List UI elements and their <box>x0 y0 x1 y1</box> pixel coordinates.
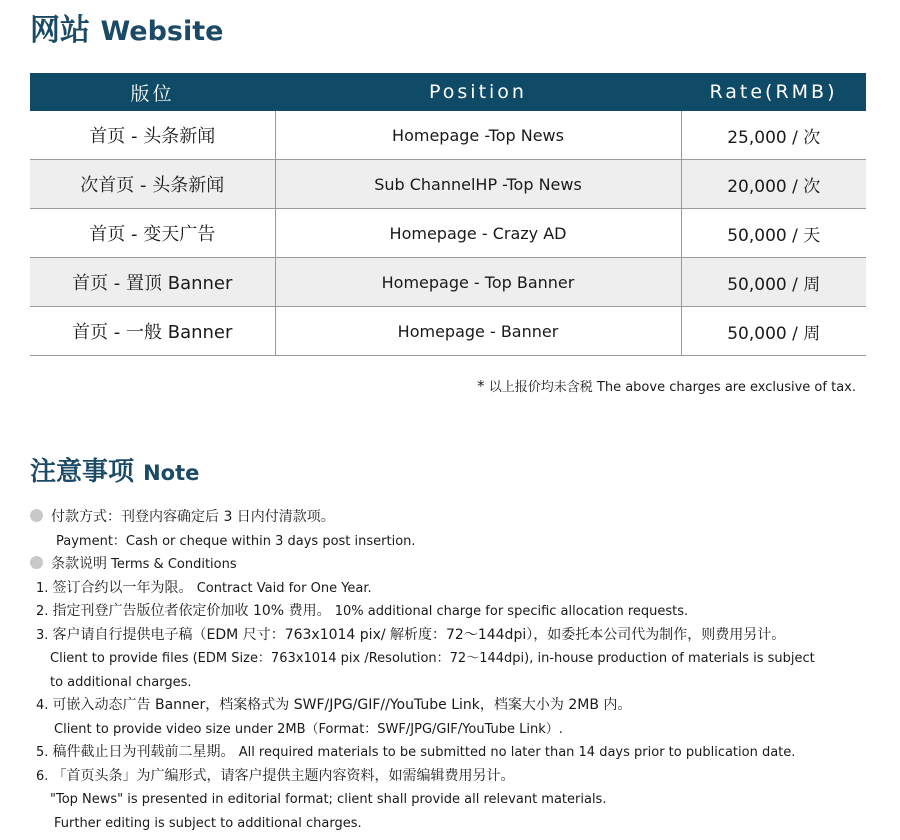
item-en: 10% additional charge for specific allocation requests. <box>334 604 689 619</box>
tax-note-cn: 以上报价均未含税 <box>488 380 593 395</box>
item-3-en-line-2: to additional charges. <box>50 674 192 690</box>
item-number: 2. <box>36 604 49 619</box>
payment-en: Payment：Cash or cheque within 3 days post insertion. <box>56 533 416 549</box>
row-cn: 首页 - 一般 Banner <box>30 307 275 356</box>
bullet-icon <box>30 556 43 569</box>
table-row <box>30 111 866 160</box>
item-cn: 客户请自行提供电子稿（EDM 尺寸：763x1014 pix/ 解析度：72～144dpi），如委托本公司代为制作，则费用另计。 <box>52 626 786 643</box>
row-rate: 25,000 / 次 <box>681 111 866 160</box>
note-heading <box>30 459 199 485</box>
website-heading <box>30 13 224 48</box>
bullet-icon <box>30 509 43 522</box>
terms-title-en: Terms & Conditions <box>111 557 237 572</box>
item-en: Contract Vaid for One Year. <box>196 580 372 596</box>
item-cn: 指定刊登广告版位者依定价加收 10% 费用。 <box>52 603 331 619</box>
item-number: 5. <box>36 745 49 760</box>
term-item-5 <box>30 741 890 765</box>
term-item-4 <box>30 694 890 718</box>
tax-note <box>477 376 856 395</box>
item-6-en-line-2: Further editing is subject to additional charges. <box>54 815 362 831</box>
tax-note-en: The above charges are exclusive of tax. <box>596 380 856 395</box>
row-cn: 首页 - 头条新闻 <box>30 111 275 160</box>
payment-line <box>30 506 890 530</box>
rate-table <box>30 73 866 356</box>
item-cn: 「首页头条」为广编形式，请客户提供主题内容资料，如需编辑费用另计。 <box>52 767 515 784</box>
item-6-en-line-1: "Top News" is presented in editorial format; client shall provide all relevant materials. <box>50 792 607 807</box>
item-number: 6. <box>36 768 49 784</box>
item-number: 3. <box>36 627 49 643</box>
note-heading-en: Note <box>143 461 200 485</box>
header-rate: Rate(RMB) <box>681 73 866 111</box>
row-cn: 首页 - 变天广告 <box>30 209 275 258</box>
table-row <box>30 307 866 356</box>
item-number: 1. <box>36 580 49 596</box>
header-placement: 版位 <box>30 73 275 111</box>
term-item-3 <box>30 624 890 648</box>
term-item-1 <box>30 577 890 601</box>
row-rate: 50,000 / 周 <box>681 307 866 356</box>
website-heading-cn: 网站 <box>30 13 90 48</box>
item-3-en-line-1: Client to provide files (EDM Size：763x1014 pix /Resolution：72～144dpi), in-house production of materials is subject <box>50 651 815 666</box>
row-en: Homepage -Top News <box>275 111 681 160</box>
term-item-2 <box>30 600 890 624</box>
website-heading-en: Website <box>100 16 224 47</box>
item-en: All required materials to be submitted no later than 14 days prior to publication date. <box>238 745 796 760</box>
item-number: 4. <box>36 698 49 713</box>
asterisk-icon: * <box>477 377 485 395</box>
row-en: Sub ChannelHP -Top News <box>275 160 681 209</box>
row-cn: 次首页 - 头条新闻 <box>30 160 275 209</box>
notes-list <box>30 506 890 835</box>
row-en: Homepage - Crazy AD <box>275 209 681 258</box>
item-4-en: Client to provide video size under 2MB（Format：SWF/JPG/GIF/YouTube Link）. <box>54 721 563 737</box>
row-rate: 50,000 / 周 <box>681 258 866 307</box>
item-cn: 可嵌入动态广告 Banner，档案格式为 SWF/JPG/GIF//YouTube Link，档案大小为 2MB 内。 <box>52 697 632 713</box>
table-row <box>30 160 866 209</box>
note-heading-cn: 注意事项 <box>30 457 135 487</box>
item-cn: 稿件截止日为刊载前二星期。 <box>52 744 235 760</box>
header-position: Position <box>275 73 681 111</box>
row-en: Homepage - Top Banner <box>275 258 681 307</box>
row-en: Homepage - Banner <box>275 307 681 356</box>
row-rate: 20,000 / 次 <box>681 160 866 209</box>
row-cn: 首页 - 置顶 Banner <box>30 258 275 307</box>
payment-cn: 付款方式：刊登内容确定后 3 日内付清款项。 <box>51 509 335 525</box>
terms-title-cn: 条款说明 <box>51 556 107 572</box>
item-cn: 签订合约以一年为限。 <box>52 579 193 596</box>
term-item-6 <box>30 765 890 789</box>
table-row <box>30 258 866 307</box>
table-header-row <box>30 73 866 111</box>
row-rate: 50,000 / 天 <box>681 209 866 258</box>
table-row <box>30 209 866 258</box>
terms-title-line <box>30 553 890 577</box>
